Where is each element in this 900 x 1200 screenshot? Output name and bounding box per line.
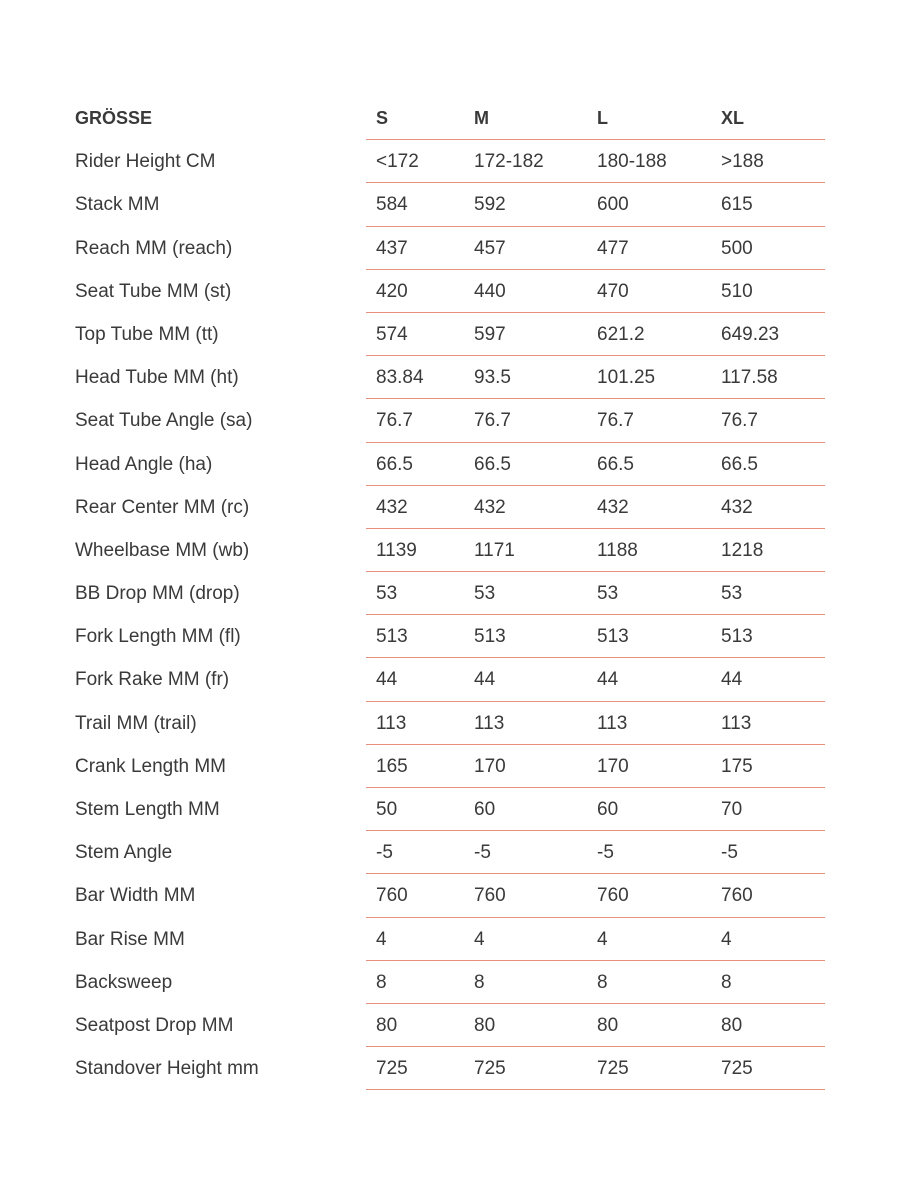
- row-value: 600: [597, 194, 629, 216]
- row-value: 1139: [376, 539, 417, 561]
- row-value: 113: [376, 712, 407, 734]
- row-value: 53: [474, 583, 496, 605]
- header-size-m: M: [474, 108, 489, 128]
- row-value: 83.84: [376, 367, 424, 389]
- table-row: [0, 529, 900, 572]
- row-label: Fork Length MM (fl): [75, 626, 241, 648]
- row-value: 470: [597, 280, 629, 302]
- row-value: 53: [597, 583, 619, 605]
- row-value: >188: [721, 151, 764, 173]
- row-label: Reach MM (reach): [75, 237, 233, 259]
- row-label: BB Drop MM (drop): [75, 583, 240, 605]
- row-value: 4: [721, 928, 732, 950]
- row-value: 760: [597, 885, 629, 907]
- row-value: 80: [721, 1014, 743, 1036]
- row-value: 420: [376, 280, 408, 302]
- row-label: Rear Center MM (rc): [75, 496, 250, 518]
- row-label: Standover Height mm: [75, 1058, 259, 1080]
- row-value: 53: [376, 583, 398, 605]
- row-value: 8: [721, 971, 732, 993]
- row-label: Stem Length MM: [75, 799, 220, 820]
- row-label: Crank Length MM: [75, 755, 227, 777]
- row-value: 76.7: [376, 410, 413, 432]
- row-value: 80: [376, 1014, 398, 1036]
- row-value: 44: [474, 669, 496, 691]
- row-label: Trail MM (trail): [75, 712, 197, 734]
- table-row: [0, 572, 900, 615]
- row-value: 66.5: [597, 453, 634, 475]
- row-value: 1218: [721, 539, 764, 561]
- row-value: 80: [597, 1014, 619, 1036]
- row-value: 457: [474, 237, 506, 259]
- table-row: [0, 1004, 900, 1047]
- row-value: 76.7: [597, 410, 634, 432]
- row-value: -5: [597, 842, 614, 864]
- row-value: 170: [597, 755, 629, 777]
- row-label: Head Angle (ha): [75, 453, 213, 475]
- row-value: 440: [474, 280, 506, 302]
- table-row: [0, 961, 900, 1004]
- row-value: 510: [721, 280, 753, 302]
- row-value: 432: [597, 496, 629, 518]
- row-divider: [366, 1089, 825, 1090]
- table-row: [0, 702, 900, 745]
- table-row: [0, 486, 900, 529]
- row-label: Top Tube MM (tt): [75, 323, 219, 345]
- table-row: [0, 615, 900, 658]
- row-value: 44: [376, 669, 398, 691]
- row-value: 80: [474, 1014, 496, 1036]
- table-row: [0, 140, 900, 183]
- row-value: 574: [376, 323, 408, 345]
- table-row: [0, 356, 900, 399]
- row-value: 725: [597, 1058, 629, 1080]
- table-row: [0, 183, 900, 226]
- header-size-xl: XL: [721, 108, 745, 128]
- row-value: 50: [376, 799, 398, 820]
- row-value: 113: [721, 712, 752, 734]
- row-value: 432: [474, 496, 506, 518]
- row-value: 76.7: [721, 410, 758, 432]
- row-value: 513: [376, 626, 408, 648]
- row-value: 513: [721, 626, 753, 648]
- table-row: [0, 443, 900, 486]
- row-value: 113: [597, 712, 628, 734]
- table-row: [0, 399, 900, 442]
- row-value: 66.5: [721, 453, 758, 475]
- row-value: 4: [597, 928, 608, 950]
- row-label: Seatpost Drop MM: [75, 1014, 234, 1036]
- row-value: 66.5: [376, 453, 413, 475]
- row-label: Head Tube MM (ht): [75, 367, 239, 389]
- row-value: 725: [474, 1058, 506, 1080]
- table-header-row: [0, 97, 900, 140]
- row-value: 725: [721, 1058, 753, 1080]
- row-value: 760: [474, 885, 506, 907]
- row-value: 4: [474, 928, 485, 950]
- row-value: -5: [376, 842, 393, 864]
- row-value: <172: [376, 151, 419, 173]
- row-value: 175: [721, 755, 753, 777]
- row-value: 93.5: [474, 367, 511, 389]
- row-value: 44: [597, 669, 619, 691]
- row-value: 1171: [474, 539, 515, 561]
- row-value: 500: [721, 237, 753, 259]
- table-row: [0, 270, 900, 313]
- row-value: 437: [376, 237, 408, 259]
- row-value: 621.2: [597, 323, 645, 345]
- row-value: 8: [597, 971, 608, 993]
- row-label: Wheelbase MM (wb): [75, 539, 250, 561]
- table-row: [0, 313, 900, 356]
- row-value: 101.25: [597, 367, 656, 389]
- row-value: 170: [474, 755, 506, 777]
- table-row: [0, 1047, 900, 1090]
- table-row: [0, 874, 900, 917]
- row-label: Stem Angle: [75, 842, 173, 864]
- table-row: [0, 918, 900, 961]
- row-value: 117.58: [721, 367, 778, 389]
- row-value: 76.7: [474, 410, 511, 432]
- table-row: [0, 658, 900, 701]
- row-label: Stack MM: [75, 194, 160, 216]
- row-label: Bar Rise MM: [75, 928, 185, 950]
- row-value: -5: [721, 842, 738, 864]
- row-value: 513: [474, 626, 506, 648]
- row-label: Seat Tube MM (st): [75, 280, 232, 302]
- header-size-label: GRÖSSE: [75, 108, 153, 128]
- row-value: 615: [721, 194, 753, 216]
- row-label: Rider Height CM: [75, 151, 216, 173]
- row-value: 180-188: [597, 151, 667, 173]
- row-value: 477: [597, 237, 629, 259]
- header-size-s: S: [376, 108, 389, 128]
- row-value: 432: [376, 496, 408, 518]
- table-row: [0, 745, 900, 788]
- row-value: 8: [376, 971, 387, 993]
- row-value: 432: [721, 496, 753, 518]
- row-label: Seat Tube Angle (sa): [75, 410, 253, 432]
- row-value: 760: [376, 885, 408, 907]
- row-label: Fork Rake MM (fr): [75, 669, 230, 691]
- geometry-table: [0, 97, 900, 1090]
- row-value: 60: [474, 799, 496, 820]
- table-row: [0, 831, 900, 874]
- row-value: 113: [474, 712, 505, 734]
- row-value: 1188: [597, 539, 638, 561]
- header-size-l: L: [597, 108, 608, 128]
- row-label: Backsweep: [75, 971, 173, 993]
- row-value: 597: [474, 323, 506, 345]
- row-value: 513: [597, 626, 629, 648]
- row-value: 4: [376, 928, 387, 950]
- row-value: -5: [474, 842, 491, 864]
- row-value: 165: [376, 755, 408, 777]
- row-value: 172-182: [474, 151, 544, 173]
- row-value: 8: [474, 971, 485, 993]
- table-body: [0, 140, 900, 1090]
- row-value: 760: [721, 885, 753, 907]
- row-value: 70: [721, 799, 743, 820]
- table-row: [0, 788, 900, 831]
- row-value: 584: [376, 194, 408, 216]
- row-value: 44: [721, 669, 743, 691]
- row-value: 649.23: [721, 323, 780, 345]
- row-value: 66.5: [474, 453, 511, 475]
- row-value: 725: [376, 1058, 408, 1080]
- row-value: 592: [474, 194, 506, 216]
- row-value: 53: [721, 583, 743, 605]
- row-value: 60: [597, 799, 619, 820]
- table-row: [0, 227, 900, 270]
- row-label: Bar Width MM: [75, 885, 196, 907]
